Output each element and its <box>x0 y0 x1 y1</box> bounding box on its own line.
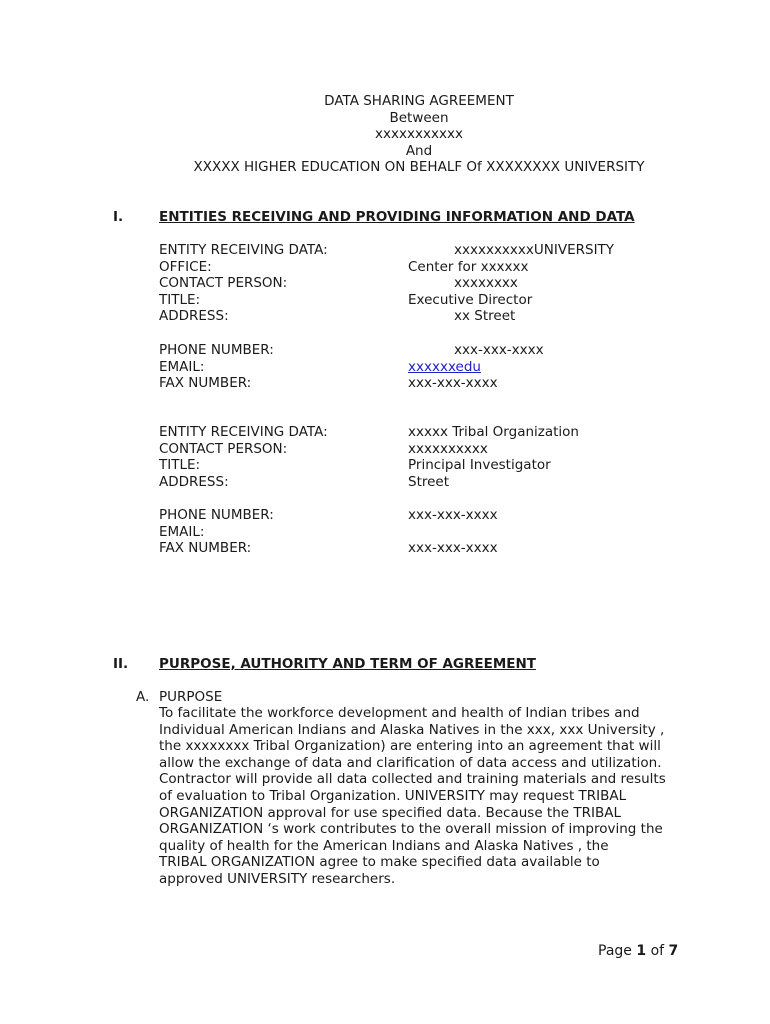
info-value: xxxxxxxx <box>454 275 518 292</box>
paragraph-line: To facilitate the workforce development and health of Indian tribes and <box>159 705 640 721</box>
current-page: 1 <box>636 943 647 959</box>
entity-2-info <box>159 424 719 490</box>
info-row <box>159 524 719 541</box>
entity-1-info <box>159 242 719 325</box>
paragraph-line: approved UNIVERSITY researchers. <box>159 870 396 887</box>
info-label: TITLE: <box>159 291 201 308</box>
info-label: OFFICE: <box>159 258 212 275</box>
info-row <box>159 375 719 392</box>
info-row <box>159 441 719 458</box>
header-and: And <box>405 142 433 159</box>
header-party-two: XXXXX HIGHER EDUCATION ON BEHALF Of XXXXXXXX UNIVERSITY <box>193 159 645 176</box>
header-between: Between <box>389 109 449 126</box>
entity-1-contact <box>159 342 719 392</box>
info-value: xxxxxxxxxxUNIVERSITY <box>454 242 615 258</box>
section-title: PURPOSE, AUTHORITY AND TERM OF AGREEMENT <box>159 656 537 672</box>
info-row <box>159 275 719 292</box>
info-value: Street <box>408 473 450 490</box>
paragraph-line: TRIBAL ORGANIZATION agree to make specified data available to <box>159 854 600 871</box>
info-value: xxx-xxx-xxxx <box>408 540 498 557</box>
info-row <box>159 507 719 524</box>
section-number: II. <box>113 656 129 672</box>
info-value: Principal Investigator <box>408 457 551 474</box>
info-label: CONTACT PERSON: <box>159 275 288 292</box>
info-label: PHONE NUMBER: <box>159 507 274 523</box>
of-label: of <box>650 943 665 959</box>
info-label: ADDRESS: <box>159 308 229 325</box>
header-title: DATA SHARING AGREEMENT <box>324 93 514 109</box>
info-value: xxx-xxx-xxxx <box>408 375 498 392</box>
section-title: ENTITIES RECEIVING AND PROVIDING INFORMATION AND DATA <box>159 209 635 225</box>
paragraph-line: the xxxxxxxx Tribal Organization) are entering into an agreement that will <box>159 738 661 755</box>
info-value: xx Street <box>454 308 516 325</box>
info-row <box>159 474 719 491</box>
page-label: Page <box>598 943 632 959</box>
subsection-title: PURPOSE <box>159 689 223 705</box>
paragraph-line: of evaluation to Tribal Organization. UNIVERSITY may request TRIBAL <box>159 787 627 804</box>
info-label: ADDRESS: <box>159 473 229 490</box>
info-row <box>159 342 719 359</box>
paragraph-line: quality of health for the American Indians and Alaska Natives , the <box>159 837 609 854</box>
total-pages: 7 <box>668 943 679 959</box>
info-label: EMAIL: <box>159 523 205 540</box>
info-value: xxx-xxx-xxxx <box>454 342 544 358</box>
info-value: Center for xxxxxx <box>408 258 529 275</box>
info-label: FAX NUMBER: <box>159 540 252 557</box>
paragraph-line: allow the exchange of data and clarification of data access and utilization. <box>159 754 662 771</box>
paragraph-line: ORGANIZATION ‘s work contributes to the overall mission of improving the <box>159 821 663 838</box>
info-value: xxxxx Tribal Organization <box>408 424 579 440</box>
page-number <box>598 943 678 959</box>
info-value: xxx-xxx-xxxx <box>408 507 498 523</box>
info-label: ENTITY RECEIVING DATA: <box>159 242 328 258</box>
info-row <box>159 308 719 325</box>
info-value: Executive Director <box>408 291 533 308</box>
info-label: CONTACT PERSON: <box>159 440 288 457</box>
info-row <box>159 424 719 441</box>
entity-2-contact <box>159 507 719 557</box>
subsection-letter: A. <box>136 689 150 705</box>
agreement-header <box>0 93 770 176</box>
info-label: EMAIL: <box>159 358 205 375</box>
paragraph-line: ORGANIZATION approval for use specified data. Because the TRIBAL <box>159 804 621 821</box>
info-label: ENTITY RECEIVING DATA: <box>159 424 328 440</box>
info-row <box>159 359 719 376</box>
info-label: PHONE NUMBER: <box>159 342 274 358</box>
info-row <box>159 259 719 276</box>
info-value: xxxxxxxxxx <box>408 440 488 457</box>
paragraph-line: Individual American Indians and Alaska Natives in the xxx, xxx University , <box>159 721 665 738</box>
purpose-paragraph <box>159 705 699 888</box>
info-row <box>159 242 719 259</box>
info-label: FAX NUMBER: <box>159 375 252 392</box>
paragraph-line: Contractor will provide all data collected and training materials and results <box>159 771 666 788</box>
info-row <box>159 457 719 474</box>
info-row <box>159 292 719 309</box>
info-label: TITLE: <box>159 457 201 474</box>
email-link[interactable]: xxxxxxedu <box>408 358 481 375</box>
section-number: I. <box>113 209 124 225</box>
info-row <box>159 540 719 557</box>
header-party-one: xxxxxxxxxxx <box>375 126 463 143</box>
